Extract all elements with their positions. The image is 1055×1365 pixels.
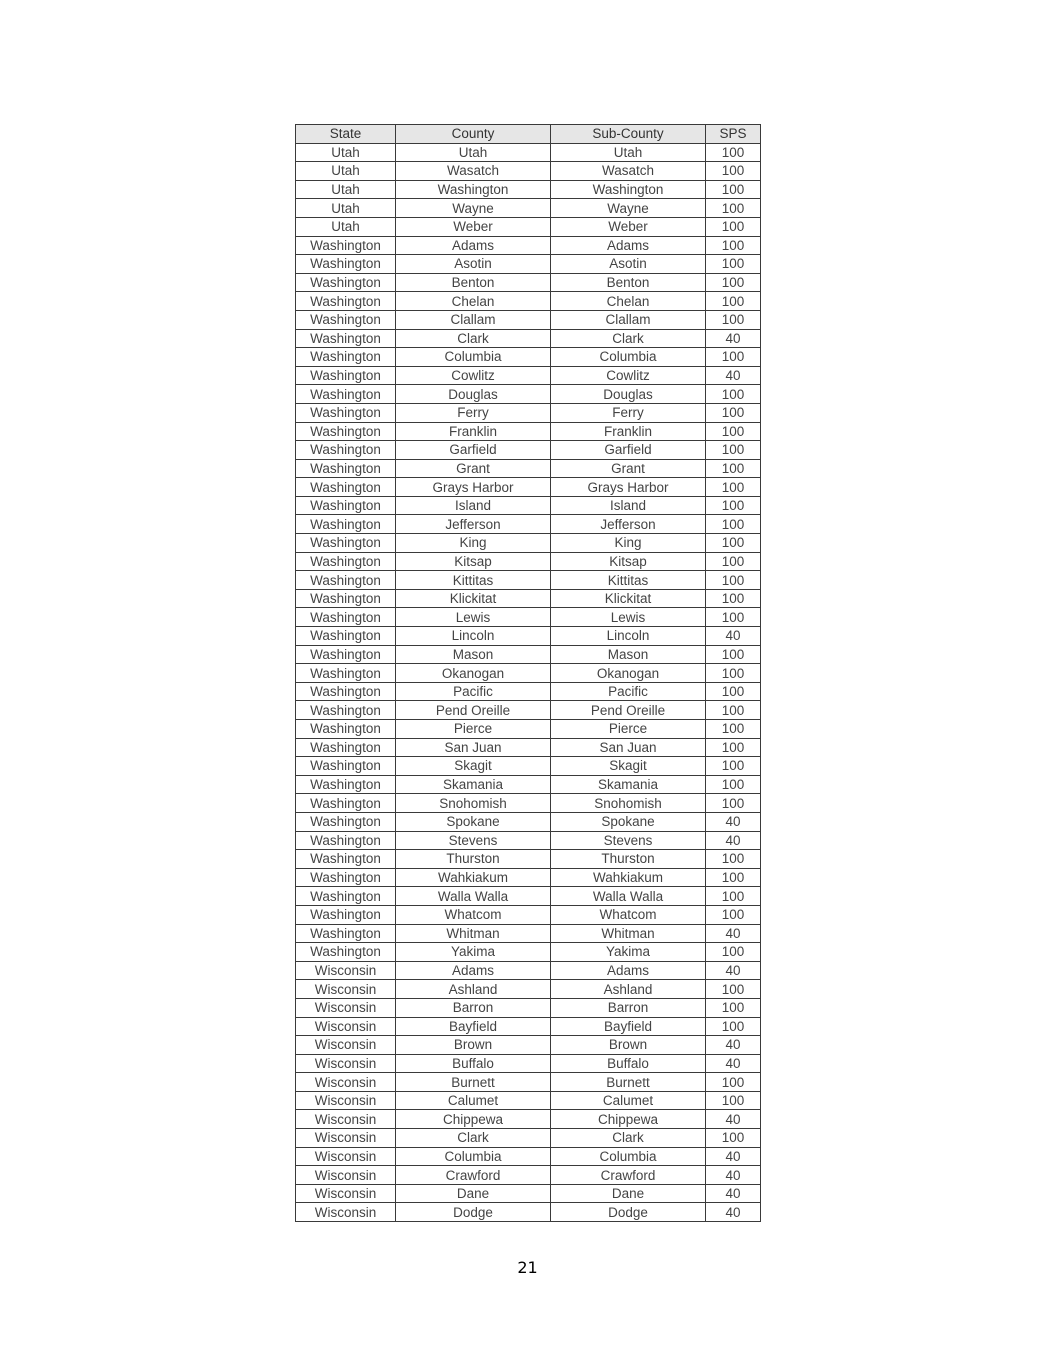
table-row [296,441,761,460]
table-row [296,757,761,776]
cell-sub-county: Walla Walla [551,887,706,906]
table-row [296,403,761,422]
table-row [296,794,761,813]
cell-sps: 40 [706,1110,761,1129]
cell-county: Kitsap [396,552,551,571]
cell-sub-county: King [551,534,706,553]
cell-sps: 100 [706,571,761,590]
cell-state: Washington [296,534,396,553]
cell-sub-county: Columbia [551,348,706,367]
cell-county: Klickitat [396,589,551,608]
table-row [296,627,761,646]
cell-sub-county: Jefferson [551,515,706,534]
cell-county: Chelan [396,292,551,311]
cell-state: Utah [296,162,396,181]
cell-sub-county: Klickitat [551,589,706,608]
cell-county: Wayne [396,199,551,218]
cell-state: Utah [296,143,396,162]
cell-sps: 100 [706,775,761,794]
table-row [296,255,761,274]
cell-sub-county: Lincoln [551,627,706,646]
cell-county: Clark [396,329,551,348]
cell-sps: 100 [706,720,761,739]
cell-sub-county: Ashland [551,980,706,999]
table-header [296,125,761,144]
cell-county: Whitman [396,924,551,943]
cell-state: Washington [296,905,396,924]
cell-sub-county: Burnett [551,1073,706,1092]
table-row [296,1129,761,1148]
cell-county: Clallam [396,310,551,329]
table-row [296,961,761,980]
cell-sub-county: Lewis [551,608,706,627]
cell-state: Wisconsin [296,980,396,999]
table-row [296,1184,761,1203]
cell-state: Wisconsin [296,1166,396,1185]
table-row [296,682,761,701]
cell-sub-county: Asotin [551,255,706,274]
cell-sps: 100 [706,348,761,367]
cell-state: Washington [296,757,396,776]
cell-state: Washington [296,943,396,962]
cell-county: Kittitas [396,571,551,590]
header-county: County [396,125,551,144]
cell-sub-county: Spokane [551,812,706,831]
cell-sps: 100 [706,608,761,627]
cell-county: Island [396,496,551,515]
cell-county: Grays Harbor [396,478,551,497]
cell-sub-county: Weber [551,217,706,236]
cell-state: Wisconsin [296,1110,396,1129]
cell-state: Wisconsin [296,1203,396,1222]
cell-county: Ashland [396,980,551,999]
cell-sps: 100 [706,1091,761,1110]
cell-sub-county: Utah [551,143,706,162]
cell-sps: 40 [706,1203,761,1222]
cell-county: Dane [396,1184,551,1203]
cell-sps: 100 [706,292,761,311]
cell-sps: 40 [706,961,761,980]
cell-sub-county: Pacific [551,682,706,701]
cell-sps: 100 [706,162,761,181]
cell-sps: 100 [706,478,761,497]
cell-county: Burnett [396,1073,551,1092]
table-row [296,998,761,1017]
cell-state: Washington [296,608,396,627]
table-row [296,701,761,720]
cell-county: Wahkiakum [396,868,551,887]
table-row [296,1073,761,1092]
table-row [296,924,761,943]
cell-county: Okanogan [396,664,551,683]
cell-county: Garfield [396,441,551,460]
cell-sps: 100 [706,794,761,813]
cell-state: Washington [296,329,396,348]
cell-state: Washington [296,552,396,571]
cell-county: Whatcom [396,905,551,924]
cell-sub-county: Calumet [551,1091,706,1110]
cell-sps: 100 [706,199,761,218]
cell-sub-county: Whitman [551,924,706,943]
cell-sps: 100 [706,143,761,162]
cell-sps: 100 [706,496,761,515]
cell-county: Skamania [396,775,551,794]
cell-sub-county: Barron [551,998,706,1017]
cell-sub-county: Stevens [551,831,706,850]
cell-state: Wisconsin [296,1129,396,1148]
cell-state: Washington [296,236,396,255]
cell-county: King [396,534,551,553]
cell-state: Washington [296,255,396,274]
cell-county: Calumet [396,1091,551,1110]
cell-county: Pend Oreille [396,701,551,720]
cell-state: Utah [296,180,396,199]
cell-sps: 100 [706,589,761,608]
table-row [296,143,761,162]
cell-sub-county: Ferry [551,403,706,422]
cell-county: Lincoln [396,627,551,646]
cell-sps: 100 [706,682,761,701]
cell-sps: 100 [706,422,761,441]
table-row [296,645,761,664]
cell-county: Buffalo [396,1054,551,1073]
cell-county: Asotin [396,255,551,274]
cell-county: Mason [396,645,551,664]
cell-state: Washington [296,422,396,441]
cell-state: Wisconsin [296,1017,396,1036]
cell-county: Adams [396,236,551,255]
table-row [296,589,761,608]
cell-sub-county: Franklin [551,422,706,441]
cell-sub-county: Okanogan [551,664,706,683]
cell-sub-county: Columbia [551,1147,706,1166]
cell-sps: 40 [706,1184,761,1203]
table-row [296,1110,761,1129]
cell-state: Washington [296,459,396,478]
cell-sub-county: Garfield [551,441,706,460]
cell-sub-county: Clallam [551,310,706,329]
cell-sps: 100 [706,236,761,255]
cell-county: Brown [396,1036,551,1055]
cell-state: Wisconsin [296,1036,396,1055]
cell-state: Utah [296,217,396,236]
table-row [296,162,761,181]
cell-sub-county: Pend Oreille [551,701,706,720]
cell-sub-county: Mason [551,645,706,664]
cell-state: Utah [296,199,396,218]
cell-sps: 100 [706,273,761,292]
cell-sps: 100 [706,868,761,887]
table-row [296,887,761,906]
cell-state: Washington [296,292,396,311]
cell-county: Weber [396,217,551,236]
cell-sps: 100 [706,515,761,534]
cell-sps: 100 [706,441,761,460]
cell-sps: 40 [706,924,761,943]
cell-state: Washington [296,348,396,367]
table-row [296,552,761,571]
header-state: State [296,125,396,144]
cell-state: Wisconsin [296,1091,396,1110]
cell-county: Pacific [396,682,551,701]
table-row [296,738,761,757]
cell-sps: 100 [706,459,761,478]
cell-sub-county: Buffalo [551,1054,706,1073]
cell-state: Washington [296,589,396,608]
cell-state: Washington [296,645,396,664]
cell-county: Wasatch [396,162,551,181]
table-row [296,534,761,553]
cell-state: Washington [296,868,396,887]
cell-state: Washington [296,273,396,292]
cell-sps: 100 [706,534,761,553]
cell-sps: 100 [706,850,761,869]
cell-sps: 100 [706,887,761,906]
cell-state: Washington [296,794,396,813]
cell-sps: 100 [706,645,761,664]
cell-sps: 100 [706,310,761,329]
cell-county: Bayfield [396,1017,551,1036]
table-row [296,905,761,924]
table-row [296,571,761,590]
cell-sub-county: Whatcom [551,905,706,924]
cell-sps: 40 [706,627,761,646]
cell-sub-county: Wayne [551,199,706,218]
table-row [296,329,761,348]
table-row [296,478,761,497]
table-row [296,720,761,739]
page-number: 21 [517,1258,538,1277]
table-row [296,515,761,534]
cell-sps: 40 [706,831,761,850]
cell-sps: 100 [706,403,761,422]
cell-sub-county: Dane [551,1184,706,1203]
cell-sps: 100 [706,217,761,236]
cell-county: Dodge [396,1203,551,1222]
cell-county: Spokane [396,812,551,831]
table-row [296,1054,761,1073]
cell-sub-county: Cowlitz [551,366,706,385]
cell-sps: 40 [706,1147,761,1166]
cell-county: Snohomish [396,794,551,813]
cell-state: Washington [296,385,396,404]
cell-sub-county: San Juan [551,738,706,757]
cell-sub-county: Skagit [551,757,706,776]
cell-sub-county: Adams [551,961,706,980]
cell-sub-county: Benton [551,273,706,292]
cell-state: Washington [296,571,396,590]
table-row [296,1147,761,1166]
table-row [296,348,761,367]
cell-sub-county: Grays Harbor [551,478,706,497]
cell-sub-county: Clark [551,329,706,348]
cell-county: Adams [396,961,551,980]
cell-state: Wisconsin [296,1184,396,1203]
header-sub-county: Sub-County [551,125,706,144]
cell-sub-county: Island [551,496,706,515]
header-row [296,125,761,144]
table-row [296,868,761,887]
table-row [296,385,761,404]
header-sps: SPS [706,125,761,144]
table-row [296,422,761,441]
table-row [296,1091,761,1110]
table-row [296,943,761,962]
cell-sps: 100 [706,1129,761,1148]
cell-county: Barron [396,998,551,1017]
cell-sps: 100 [706,757,761,776]
cell-sub-county: Yakima [551,943,706,962]
table-row [296,199,761,218]
cell-state: Washington [296,478,396,497]
cell-sub-county: Snohomish [551,794,706,813]
cell-sps: 40 [706,812,761,831]
table-row [296,850,761,869]
cell-county: Skagit [396,757,551,776]
cell-county: Jefferson [396,515,551,534]
table-row [296,366,761,385]
table-row [296,459,761,478]
cell-county: Grant [396,459,551,478]
cell-sps: 100 [706,701,761,720]
cell-sub-county: Kitsap [551,552,706,571]
cell-sub-county: Wasatch [551,162,706,181]
cell-sub-county: Chippewa [551,1110,706,1129]
cell-sub-county: Douglas [551,385,706,404]
cell-state: Washington [296,924,396,943]
cell-county: Walla Walla [396,887,551,906]
cell-sps: 40 [706,1036,761,1055]
cell-state: Wisconsin [296,998,396,1017]
cell-county: San Juan [396,738,551,757]
cell-sps: 100 [706,738,761,757]
cell-county: Crawford [396,1166,551,1185]
cell-sps: 100 [706,255,761,274]
cell-sps: 100 [706,905,761,924]
cell-county: Lewis [396,608,551,627]
cell-state: Washington [296,775,396,794]
table-row [296,831,761,850]
cell-county: Stevens [396,831,551,850]
cell-county: Yakima [396,943,551,962]
cell-state: Washington [296,664,396,683]
cell-state: Washington [296,831,396,850]
cell-state: Wisconsin [296,1073,396,1092]
cell-sub-county: Bayfield [551,1017,706,1036]
cell-sub-county: Washington [551,180,706,199]
cell-state: Wisconsin [296,1054,396,1073]
cell-county: Thurston [396,850,551,869]
cell-county: Ferry [396,403,551,422]
cell-county: Franklin [396,422,551,441]
cell-sub-county: Crawford [551,1166,706,1185]
cell-county: Washington [396,180,551,199]
cell-state: Washington [296,850,396,869]
cell-state: Washington [296,887,396,906]
cell-state: Washington [296,682,396,701]
cell-sub-county: Dodge [551,1203,706,1222]
cell-state: Washington [296,627,396,646]
cell-county: Columbia [396,1147,551,1166]
cell-state: Washington [296,310,396,329]
cell-sub-county: Thurston [551,850,706,869]
table-row [296,1036,761,1055]
cell-sub-county: Brown [551,1036,706,1055]
table-row [296,664,761,683]
cell-sps: 100 [706,664,761,683]
table-row [296,292,761,311]
table-row [296,236,761,255]
cell-sps: 100 [706,943,761,962]
cell-state: Washington [296,515,396,534]
table-row [296,310,761,329]
cell-sps: 100 [706,1017,761,1036]
cell-state: Washington [296,403,396,422]
cell-sps: 40 [706,329,761,348]
table-row [296,608,761,627]
cell-sub-county: Adams [551,236,706,255]
table-body [296,143,761,1221]
cell-sps: 100 [706,980,761,999]
sps-table [295,124,761,1222]
cell-sps: 100 [706,180,761,199]
cell-state: Washington [296,701,396,720]
cell-county: Columbia [396,348,551,367]
cell-state: Wisconsin [296,961,396,980]
cell-state: Washington [296,738,396,757]
cell-state: Wisconsin [296,1147,396,1166]
table-row [296,496,761,515]
cell-sps: 40 [706,1054,761,1073]
table-row [296,1166,761,1185]
cell-sps: 100 [706,385,761,404]
table-row [296,1017,761,1036]
table-row [296,812,761,831]
cell-sub-county: Pierce [551,720,706,739]
cell-sub-county: Grant [551,459,706,478]
cell-state: Washington [296,441,396,460]
cell-sub-county: Clark [551,1129,706,1148]
cell-county: Chippewa [396,1110,551,1129]
table-row [296,1203,761,1222]
cell-county: Clark [396,1129,551,1148]
cell-county: Douglas [396,385,551,404]
cell-sub-county: Chelan [551,292,706,311]
cell-state: Washington [296,812,396,831]
table-row [296,180,761,199]
cell-sps: 100 [706,552,761,571]
cell-state: Washington [296,366,396,385]
cell-county: Benton [396,273,551,292]
cell-state: Washington [296,496,396,515]
cell-county: Cowlitz [396,366,551,385]
cell-county: Utah [396,143,551,162]
cell-sub-county: Skamania [551,775,706,794]
table-row [296,980,761,999]
cell-sub-county: Kittitas [551,571,706,590]
cell-sub-county: Wahkiakum [551,868,706,887]
cell-sps: 100 [706,1073,761,1092]
cell-sps: 40 [706,1166,761,1185]
table-row [296,273,761,292]
cell-state: Washington [296,720,396,739]
cell-sps: 40 [706,366,761,385]
table-row [296,217,761,236]
cell-sps: 100 [706,998,761,1017]
table-row [296,775,761,794]
cell-county: Pierce [396,720,551,739]
